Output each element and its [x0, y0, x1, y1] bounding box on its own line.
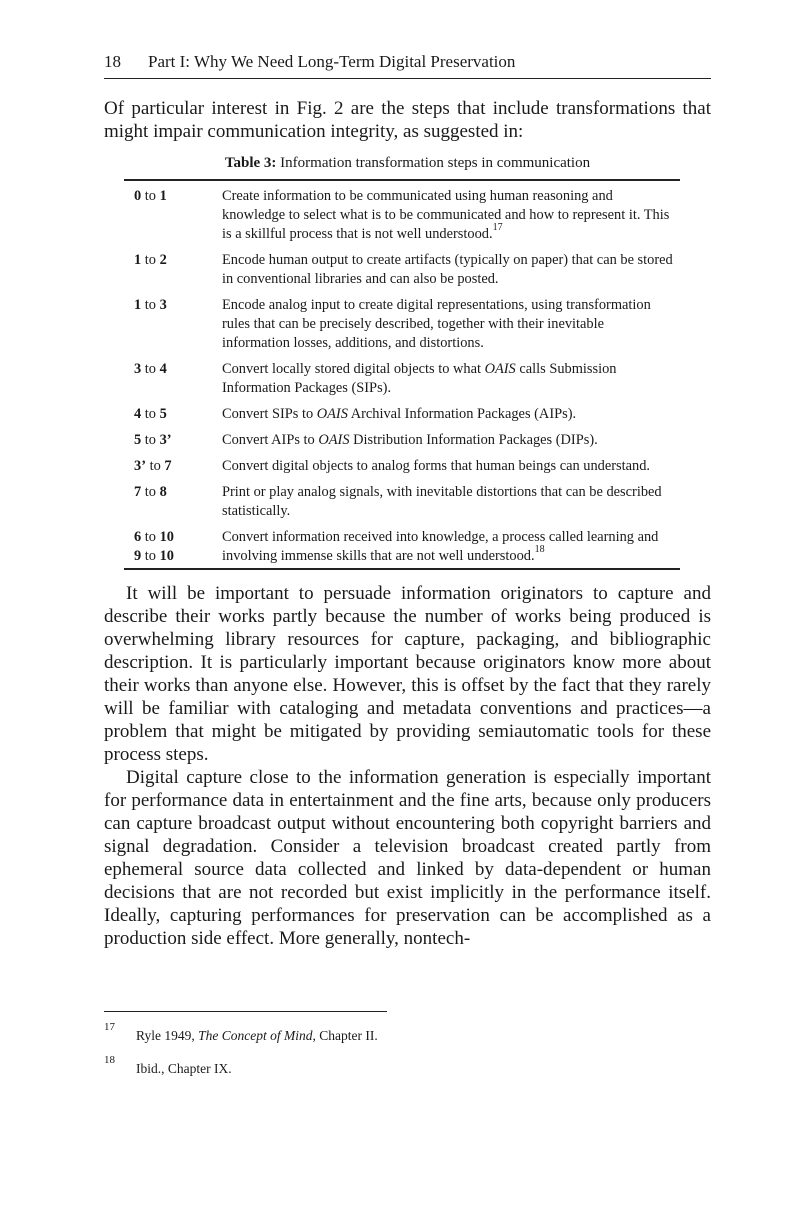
running-header	[104, 50, 711, 79]
table-row	[124, 480, 680, 525]
step-description: Encode human output to create artifacts (typically on paper) that can be stored in conventional libraries and can also be posted.	[222, 252, 673, 287]
page	[104, 50, 711, 950]
footnote-number: 17	[104, 1021, 115, 1033]
table-row	[124, 293, 680, 357]
step-description: Encode analog input to create digital representations, using transformation rules that can be precisely described, together with their inevitable information losses, additions, and distortions.	[222, 297, 651, 351]
table-row	[124, 357, 680, 402]
step-range: 0 to 1	[134, 188, 167, 204]
table-row	[124, 525, 680, 569]
step-range: 3’ to 7	[134, 458, 172, 474]
step-description: Convert digital objects to analog forms that human beings can understand.	[222, 458, 651, 474]
step-range: 3 to 4	[134, 361, 167, 377]
step-description: Convert AIPs to OAIS Distribution Information Packages (DIPs).	[222, 432, 598, 448]
table-row	[124, 454, 680, 480]
step-description: Convert locally stored digital objects to what OAIS calls Submission Information Packages (SIPs).	[222, 361, 617, 396]
step-range: 1 to 3	[134, 297, 167, 313]
step-range: 5 to 3’	[134, 432, 172, 448]
footnote-marker: 18	[534, 544, 545, 556]
footnote-number: 18	[104, 1054, 115, 1066]
step-description: Print or play analog signals, with inevitable distortions that can be described statistically.	[222, 484, 662, 519]
intro-paragraph: Of particular interest in Fig. 2 are the steps that include transformations that might impair communication integrity, as suggested in:	[104, 98, 711, 142]
footnote	[104, 1022, 604, 1045]
footnote	[104, 1055, 604, 1078]
table-row	[124, 428, 680, 454]
step-range: 7 to 8	[134, 484, 167, 500]
step-description: Convert SIPs to OAIS Archival Information Packages (AIPs).	[222, 406, 577, 422]
footnotes	[104, 1022, 604, 1088]
step-description: Create information to be communicated using human reasoning and knowledge to select what is to be communicated and how to represent it. This is a skillful process that is not well understood.$^{17}$	[222, 188, 670, 242]
table-row	[124, 248, 680, 293]
table-caption-label: Table 3:	[224, 155, 277, 171]
running-title: Part I: Why We Need Long-Term Digital Preservation	[148, 52, 516, 71]
page-number: 18	[104, 52, 121, 71]
table-caption-text: Information transformation steps in communication	[280, 155, 591, 171]
footnote-text: Ibid., Chapter IX.	[136, 1061, 232, 1076]
body-paragraph: It will be important to persuade information originators to capture and describe their works partly because the number of works being produced is overwhelming library resources for capture, packaging, and bibliographic description. It is particularly important because originators know more about their works than anyone else. However, this is offset by the fact that they rarely will be familiar with cataloging and metadata conventions and practices—a problem that might be mitigated by providing semiautomatic tools for these process steps.	[104, 583, 711, 765]
step-range: 1 to 2	[134, 252, 167, 268]
body-text	[104, 582, 711, 950]
footnote-text: Ryle 1949, The Concept of Mind, Chapter II.	[136, 1028, 378, 1043]
step-range: 6 to 10 9 to 10	[134, 529, 174, 564]
body-paragraph: Digital capture close to the information generation is especially important for performance data in entertainment and the fine arts, because only producers can capture broadcast output without encountering both copyright barriers and signal degradation. Consider a television broadcast created partly from ephemeral source data collected and linked by data-dependent or human decisions that are not recorded but exist implicitly in the performance itself. Ideally, capturing performances for preservation can be accomplished as a production side effect. More generally, nontech-	[104, 767, 711, 949]
step-description: Convert information received into knowledge, a process called learning and involving immense skills that are not well understood.$^{18}$	[222, 529, 659, 564]
step-range: 4 to 5	[134, 406, 167, 422]
transformation-steps-table	[124, 179, 680, 570]
table-row	[124, 402, 680, 428]
table-caption	[104, 153, 711, 173]
footnote-marker: 17	[492, 222, 503, 234]
footnote-rule	[104, 1011, 387, 1012]
table-row	[124, 180, 680, 248]
